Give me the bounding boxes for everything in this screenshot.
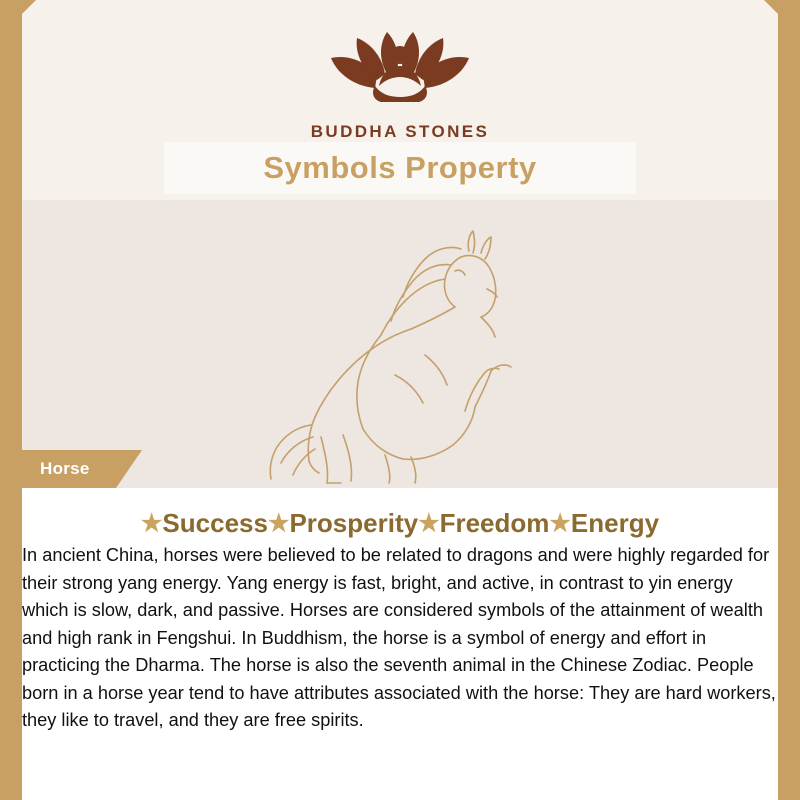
title-bar	[164, 142, 636, 194]
rearing-horse-line-art	[225, 205, 555, 485]
lotus-meditation-icon	[315, 18, 485, 118]
page-title: Symbols Property	[263, 150, 537, 185]
attribute-prosperity: Prosperity	[289, 508, 419, 538]
brand-logo	[0, 18, 800, 142]
star-icon-2: ★	[267, 510, 290, 537]
ribbon-label: Horse	[40, 459, 90, 478]
attributes-line	[0, 508, 800, 539]
attribute-energy: Energy	[570, 508, 660, 538]
ribbon-tail	[116, 450, 142, 488]
star-icon-4: ★	[549, 510, 571, 537]
description-text: In ancient China, horses were believed to be related to dragons and were highly regarded for their strong yang energy. Yang energy is fast, bright, and active, in contrast to yin energy which is slow, dark, and passive. Horses are considered symbols of the attainment of wealth and high rank in Fengshui. In Buddhism, the horse is a symbol of energy and effort in practicing the Dharma. The horse is also the seventh animal in the Chinese Zodiac. People born in a horse year tend to have attributes associated with the horse: They are hard workers, they like to travel, and they are free spirits.	[22, 545, 776, 730]
attribute-freedom: Freedom	[439, 508, 550, 538]
star-icon-1: ★	[140, 510, 163, 537]
ribbon-body	[22, 450, 116, 488]
category-ribbon	[22, 450, 142, 488]
star-icon-3: ★	[418, 510, 440, 537]
attribute-success: Success	[162, 508, 268, 538]
brand-name: BUDDHA STONES	[310, 122, 490, 141]
